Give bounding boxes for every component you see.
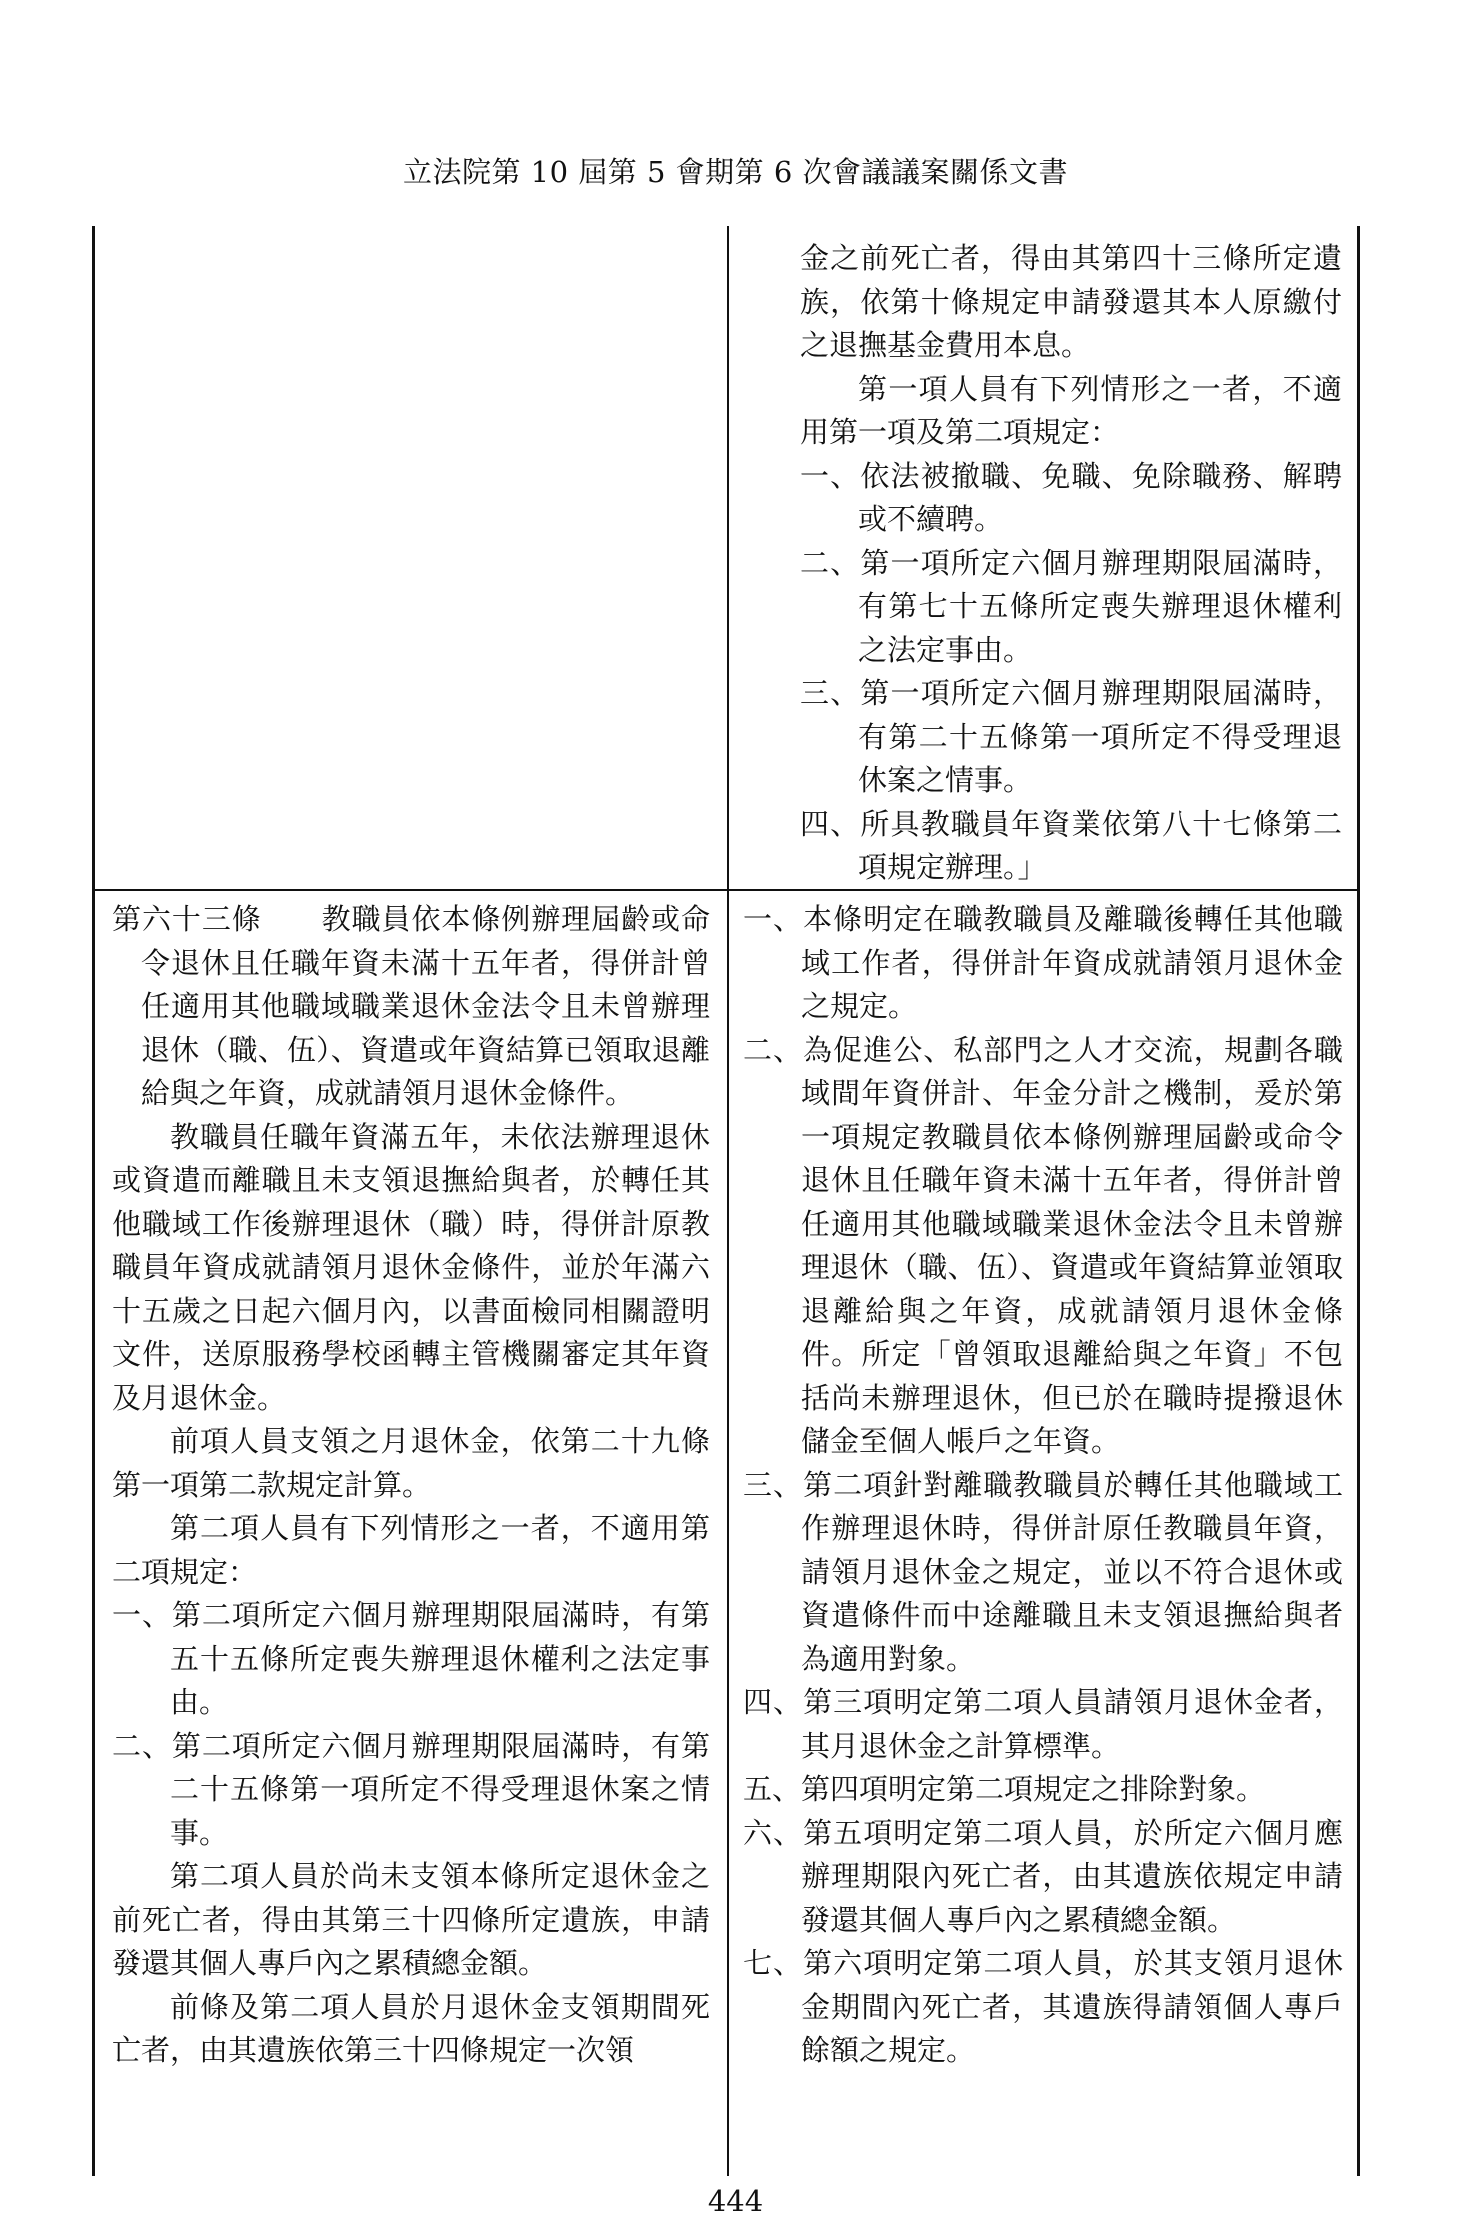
article-first-paragraph <box>112 898 710 1116</box>
table-right-border <box>1357 226 1360 2176</box>
list-item: 三、第一項所定六個月辦理期限屆滿時，有第二十五條第一項所定不得受理退休案之情事。 <box>800 676 1342 797</box>
article-text-cell <box>112 898 710 2073</box>
article-paragraph: 教職員任職年資滿五年，未依法辦理退休或資遣而離職且未支領退撫給與者，於轉任其他職域工作後辦理退休（職）時，得併計原教職員年資成就請領月退休金條件，並於年滿六十五歲之日起六個月內，以書面檢同相關證明文件，送原服務學校函轉主管機關審定其年資及月退休金。 <box>112 1119 710 1415</box>
list-item: 一、第二項所定六個月辦理期限屆滿時，有第五十五條所定喪失辦理退休權利之法定事由。 <box>112 1598 710 1719</box>
explanation-item: 二、為促進公、私部門之人才交流，規劃各職域間年資併計、年金分計之機制，爰於第一項規定教職員依本條例辦理屆齡或命令退休且任職年資未滿十五年者，得併計曾任適用其他職域職業退休金法令且未曾辦理退休（職、伍）、資遣或年資結算並領取退離給與之年資，成就請領月退休金條件。所定「曾領取退離給與之年資」不包括尚未辦理退休，但已於在職時提撥退休儲金至個人帳戶之年資。 <box>743 1032 1343 1458</box>
article-paragraph: 第二項人員有下列情形之一者，不適用第二項規定： <box>112 1511 710 1589</box>
continuation-text: 金之前死亡者，得由其第四十三條所定遺族，依第十條規定申請發還其本人原繳付之退撫基金費用本息。 <box>800 241 1342 362</box>
article-paragraph: 前項人員支領之月退休金，依第二十九條第一項第二款規定計算。 <box>112 1424 710 1502</box>
article-paragraph: 第二項人員於尚未支領本條所定退休金之前死亡者，得由其第三十四條所定遺族，申請發還其個人專戶內之累積總金額。 <box>112 1859 710 1980</box>
list-item: 二、第二項所定六個月辦理期限屆滿時，有第二十五條第一項所定不得受理退休案之情事。 <box>112 1728 710 1850</box>
paragraph-intro: 第一項人員有下列情形之一者，不適用第一項及第二項規定： <box>800 371 1342 449</box>
list-item: 二、第一項所定六個月辦理期限屆滿時，有第七十五條所定喪失辦理退休權利之法定事由。 <box>800 545 1342 667</box>
list-item: 一、依法被撤職、免職、免除職務、解聘或不續聘。 <box>800 458 1342 536</box>
explanation-item: 七、第六項明定第二項人員，於其支領月退休金期間內死亡者，其遺族得請領個人專戶餘額之規定。 <box>743 1946 1343 2067</box>
explanation-item: 六、第五項明定第二項人員，於所定六個月應辦理期限內死亡者，由其遺族依規定申請發還其個人專戶內之累積總金額。 <box>743 1815 1343 1937</box>
top-right-cell <box>800 237 1342 890</box>
explanation-item: 四、第三項明定第二項人員請領月退休金者，其月退休金之計算標準。 <box>743 1685 1343 1763</box>
table-column-divider <box>727 226 729 2176</box>
page-number: 444 <box>707 2184 764 2218</box>
list-item: 四、所具教職員年資業依第八十七條第二項規定辦理。」 <box>800 806 1342 884</box>
explanation-cell <box>743 898 1343 2073</box>
article-paragraph: 前條及第二項人員於月退休金支領期間死亡者，由其遺族依第三十四條規定一次領 <box>112 1989 710 2067</box>
article-number: 第六十三條 <box>112 902 262 936</box>
table-left-border <box>92 226 95 2176</box>
explanation-item: 三、第二項針對離職教職員於轉任其他職域工作辦理退休時，得併計原任教職員年資，請領月退休金之規定，並以不符合退休或資遣條件而中途離職且未支領退撫給與者為適用對象。 <box>743 1467 1343 1676</box>
article-first-paragraph-text: 教職員依本條例辦理屆齡或命令退休且任職年資未滿十五年者，得併計曾任適用其他職域職業退休金法令且未曾辦理退休（職、伍）、資遣或年資結算已領取退離給與之年資，成就請領月退休金條件。 <box>141 902 710 1110</box>
document-header: 立法院第 10 屆第 5 會期第 6 次會議議案關係文書 <box>402 155 1069 189</box>
explanation-item: 一、本條明定在職教職員及離職後轉任其他職域工作者，得併計年資成就請領月退休金之規定。 <box>743 902 1343 1023</box>
explanation-item: 五、第四項明定第二項規定之排除對象。 <box>743 1772 1266 1806</box>
